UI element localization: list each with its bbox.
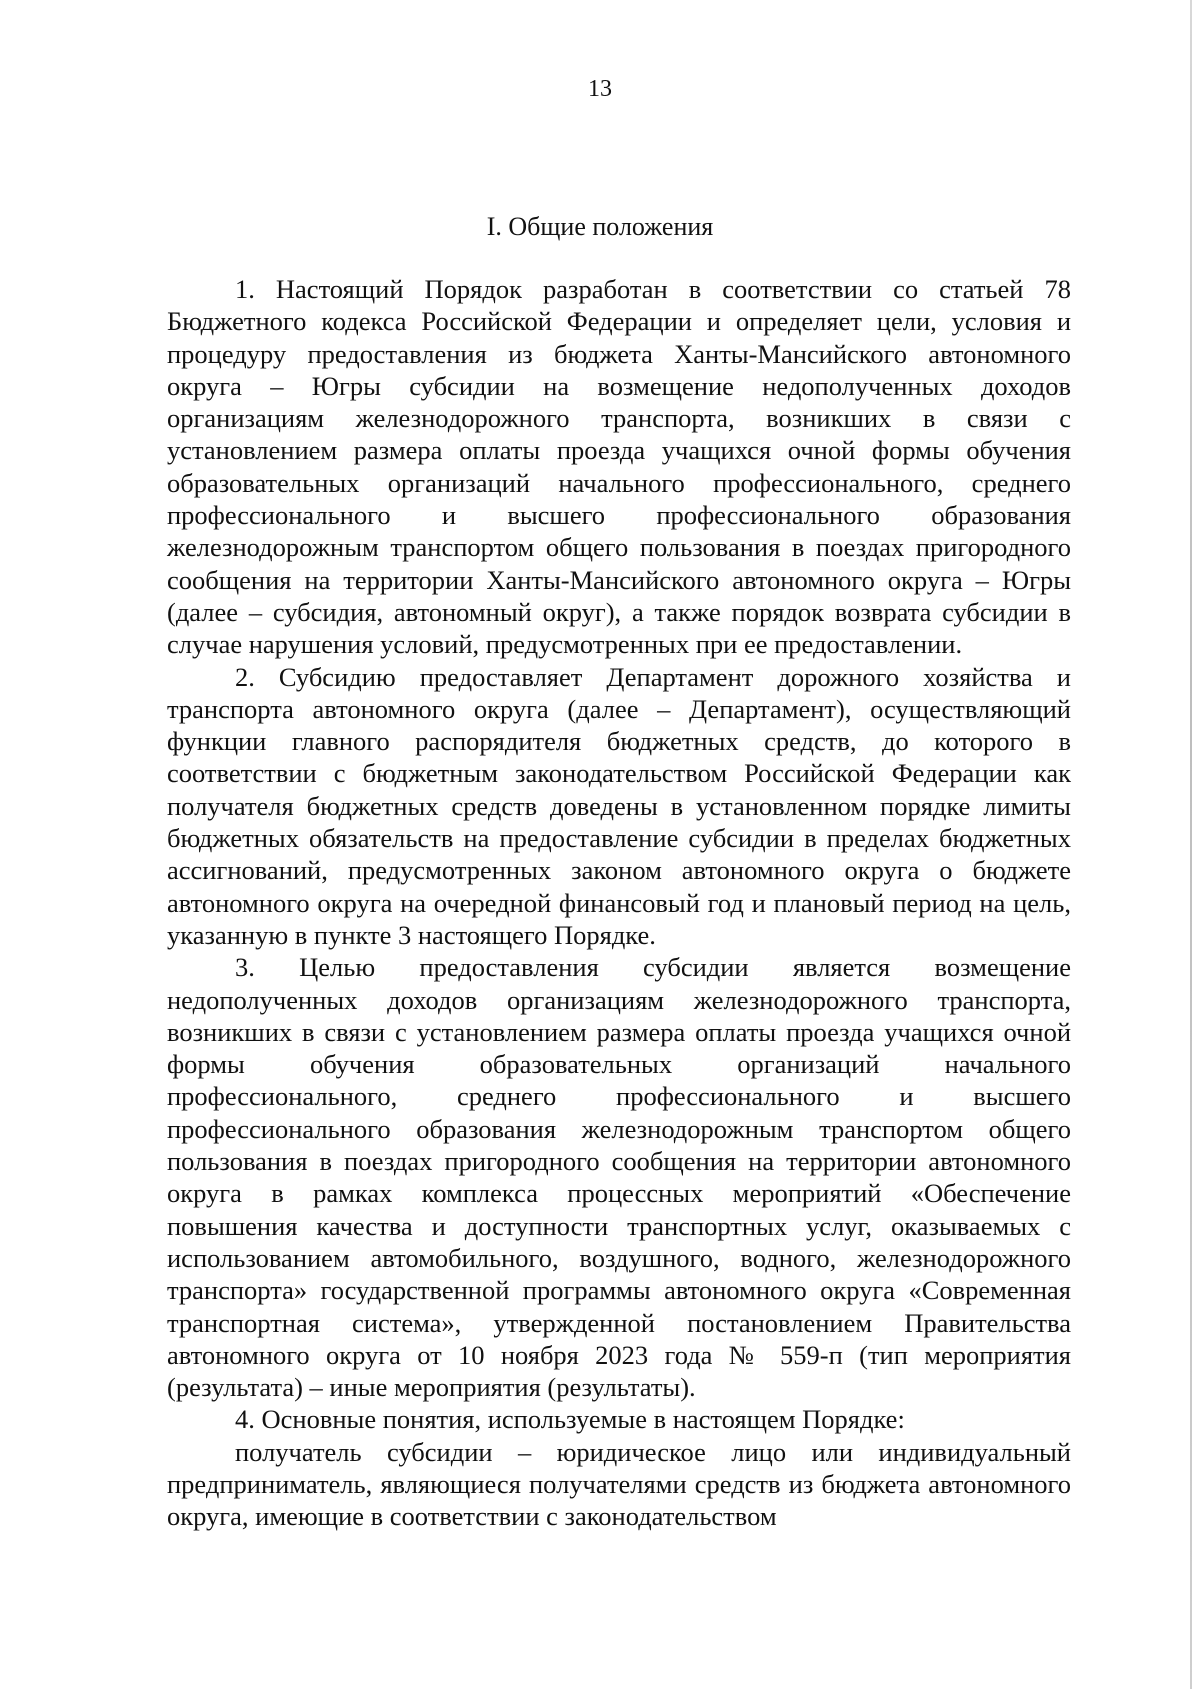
scan-edge-line [1190, 0, 1192, 1689]
paragraph-5: получатель субсидии – юридическое лицо или индивидуальный предприниматель, являющиеся получателями средств из бюджета автономного округа, имеющие в соответствии с законодательством [167, 1436, 1071, 1532]
page-number: 13 [588, 76, 612, 102]
paragraph-3: 3. Целью предоставления субсидии является возмещение недополученных доходов организациям железнодорожного транспорта, возникших в связи с установлением размера оплаты проезда учащихся очной формы обучения образовательных организаций начального профессионального, среднего профессионального и высшего профессионального образования железнодорожным транспортом общего пользования в поездах пригородного сообщения на территории автономного округа в рамках комплекса процессных мероприятий «Обеспечение повышения качества и доступности транспортных услуг, оказываемых с использованием автомобильного, воздушного, водного, железнодорожного транспорта» государственной программы автономного округа «Современная транспортная система», утвержденной постановлением Правительства автономного округа от 10 ноября 2023 года № 559-п (тип мероприятия (результата) – иные мероприятия (результаты). [167, 952, 1071, 1403]
paragraph-1: 1. Настоящий Порядок разработан в соответствии со статьей 78 Бюджетного кодекса Российской Федерации и определяет цели, условия и процедуру предоставления из бюджета Ханты-Мансийского автономного округа – Югры субсидии на возмещение недополученных доходов организациям железнодорожного транспорта, возникших в связи с установлением размера оплаты проезда учащихся очной формы обучения образовательных организаций начального профессионального, среднего профессионального и высшего профессионального образования железнодорожным транспортом общего пользования в поездах пригородного сообщения на территории Ханты-Мансийского автономного округа – Югры (далее – субсидия, автономный округ), а также порядок возврата субсидии в случае нарушения условий, предусмотренных при ее предоставлении. [167, 274, 1071, 660]
section-title: I. Общие положения [486, 212, 714, 241]
paragraph-4: 4. Основные понятия, используемые в настоящем Порядке: [235, 1404, 905, 1435]
paragraph-2: 2. Субсидию предоставляет Департамент дорожного хозяйства и транспорта автономного округа (далее – Департамент), осуществляющий функции главного распорядителя бюджетных средств, до которого в соответствии с бюджетным законодательством Российской Федерации как получателя бюджетных средств доведены в установленном порядке лимиты бюджетных обязательств на предоставление субсидии в пределах бюджетных ассигнований, предусмотренных законом автономного округа о бюджете автономного округа на очередной финансовый год и плановый период на цель, указанную в пункте 3 настоящего Порядке. [167, 661, 1071, 950]
document-body [167, 273, 1071, 1533]
